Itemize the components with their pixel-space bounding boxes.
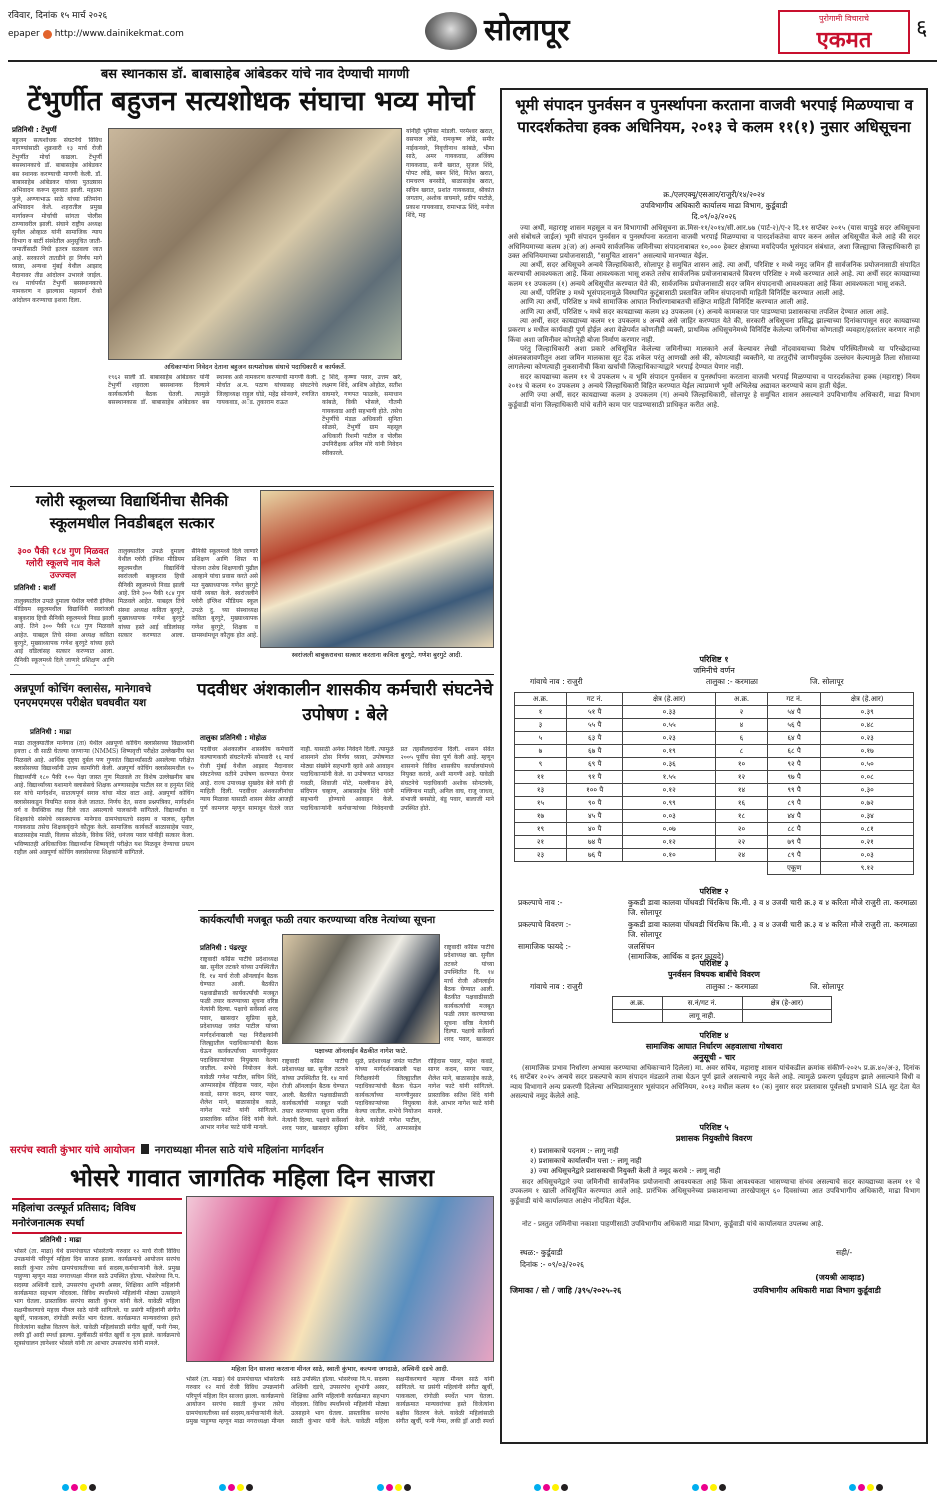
strip-divider	[141, 1144, 149, 1154]
sched5-sub: प्रशासक नियुक्तीचे विवरण	[675, 1134, 753, 1143]
notice-para-1: ज्या अर्थी, महाराष्ट्र शासन महसूल व वन विभागाची अधिसूचना क्र.मिस-११/२०१४/सी.आर.७७ (पार्ट-२)/ए-२ दि.११ सप्टेंबर २०१५ (यास यापुढे सदर अधिसूचना असे संबोधले जाईल) भूमी संपादन पुनर्वसन व पुनर्स्थापना करताना वाजवी भरपाई मिळण्याचा व पारदर्शकतेचा वापर करुन असेल अधिसूचीत केले आहे की सदर अधिनियमाच्या कलम ३(ज) अ) अन्वये सार्वजनिक जमिनीच्या संपादनाबाबत १०,००० हेक्टर क्षेत्राच्या मर्यादेपर्यंत भूसंपादन संबंधात, अशा जिल्ह्याचा जिल्हाधिकारी हा उक्त अधिनियमाच्या प्रयोजनासाठी, "समुचित शासन" असल्याचे मानण्यात येईल.	[508, 224, 920, 260]
color-swatch	[219, 1484, 226, 1491]
land-table-cell: ९१ पै	[566, 771, 622, 784]
s2-value-3: जलसिंचन	[628, 942, 655, 951]
land-table-cell: ०.४८	[821, 719, 914, 732]
land-table	[514, 692, 914, 875]
story6-caption: महिला दिन साजरा करताना मीनल साठे, स्वाती कुंभार, कल्पना जगदाळे, अश्विनी दडचे आदी.	[231, 1365, 449, 1373]
land-table-row	[515, 849, 914, 862]
sched4-title: परिशिष्ट ४	[699, 1031, 729, 1040]
s2-value-2: कुकडी डावा कालवा पोंधवडी चिंरकिच कि.मी. ३ व ४ उजवी चारी क्र.३ व ४ करिता मौजे राजुरी ता. करमाळा जि. सोलापूर	[628, 920, 918, 939]
story1-headline: टेंभुर्णीत बहुजन सत्यशोधक संघाचा भव्य मोर्चा	[27, 86, 475, 117]
land-table-row	[515, 719, 914, 732]
land-table-cell: ०.१९	[623, 745, 716, 758]
sched1-taluka: तालुका :- करमाळा	[706, 677, 758, 686]
col-header: अ.क्र.	[515, 693, 567, 706]
col-header: क्षेत्र (हे.आर)	[821, 693, 914, 706]
land-table-cell: ०.७२	[821, 797, 914, 810]
story5-body-right: राष्ट्रवादी काँग्रेस पार्टीचे प्रदेशाध्यक्ष खा. सुनील तटकरे यांच्या उपस्थितीत दि. १४ मार्च रोजी ऑनलाईन बैठक घेण्यात आली. बैठकीत पक्षवाढीसाठी कार्यकर्त्यांची मजबूत फळी तयार करण्याच्या सूचना वरिष्ठ नेत्यांनी दिल्या. पक्षाचे सर्वेसर्वा शरद पवार, खासदार	[444, 944, 494, 1044]
land-table-cell: ४	[716, 719, 768, 732]
color-swatch	[404, 1484, 411, 1491]
color-swatch	[543, 1484, 550, 1491]
strip-bar	[10, 1140, 494, 1158]
story6-subhead: महिलांचा उत्स्फूर्त प्रतिसाद; विविध मनोरंजनात्मक स्पर्धा	[12, 1198, 182, 1234]
sched4-sub: सामाजिक आघात निर्धारण अहवालाचा गोषवारा	[645, 1042, 783, 1051]
story6-byline: प्रतिनिधी : माढा	[40, 1236, 82, 1244]
land-table-cell: १५	[515, 797, 567, 810]
brand-logo: एकमत	[816, 28, 872, 53]
land-table-cell: ०.०३	[623, 810, 716, 823]
story6-photo	[186, 1196, 494, 1362]
date-line: रविवार, दिनांक १५ मार्च २०२६	[8, 11, 108, 21]
story4-headline: पदवीधर अंशकालीन शासकीय कर्मचारी संघटनेचे उपोषण : बेले	[197, 680, 493, 725]
total-label: एकूण	[767, 862, 820, 875]
s2-label-1: प्रकल्पाचे नाव :-	[518, 898, 563, 907]
color-swatch	[876, 1484, 883, 1491]
land-table-cell: ०.२१	[821, 836, 914, 849]
color-swatch	[849, 1484, 856, 1491]
epaper-url: http://www.dainikekmat.com	[54, 29, 184, 39]
city-logo-icon	[425, 12, 477, 50]
land-table-cell: ३	[515, 719, 567, 732]
color-swatch	[89, 1484, 96, 1491]
color-swatch	[719, 1484, 726, 1491]
land-table-cell: ९२ पै	[767, 758, 820, 771]
land-table-cell: ०.२३	[821, 732, 914, 745]
story5-byline: प्रतिनिधी : पंढरपूर	[200, 944, 247, 952]
color-swatch	[80, 1484, 87, 1491]
color-swatch-group	[61, 1476, 97, 1495]
land-table-cell: ०.३९	[821, 706, 914, 719]
sched3-taluka: तालुका :- करमाळा	[706, 982, 758, 991]
land-table-cell: ०.३३	[623, 706, 716, 719]
land-table-cell: ८८ पै	[767, 823, 820, 836]
land-table-header	[515, 693, 914, 706]
story5-headline: कार्यकर्त्यांची मजबूत फळी तयार करण्याच्या वरिष्ठ नेत्यांच्या सूचना	[200, 915, 436, 926]
notice-para-2: त्या अर्थी, सदर अधिसूचने अन्वये जिल्हाधिकारी, सोलापूर हे समुचित शासन आहे. त्या अर्थी, परिशिष्ट १ मध्ये नमूद जमिन ही सार्वजनिक प्रयोजनासाठी संपादित करण्याची आवश्यकता आहे. किंवा आवश्यकता भासू शकते तसेच सार्वजनिक प्रयोजनाबाबतचे विवरण परिशिष्ट २ मध्ये करण्यात आले आहे. त्या अर्थी सदर कायद्याच्या कलम ११ उपकलम (१) अन्वये अधिसूचीत करण्यात येते की, सार्वजनिक प्रयोजनासाठी सदर जमिन संपादनाची आवश्यकता आहे किंवा आवश्यकता भासू शकते.	[508, 261, 920, 288]
land-table-cell: ४४ पै	[767, 810, 820, 823]
color-swatch	[377, 1484, 384, 1491]
story2-subhead: ३०० पैकी १८४ गुण मिळवत ग्लोरी स्कूलचे नाव केले उज्ज्वल	[17, 547, 109, 581]
s3-row: लागू नाही.	[662, 1010, 742, 1023]
land-table-row	[515, 784, 914, 797]
notice-para-7: परंतु जिल्हाधिकारी अशा प्रकारे अधिसूचित केलेल्या जमिनीच्या मालकाने अर्ज केल्यावर लेखी नोंदवावयाच्या विशेष परिस्थितीमध्ये या परिच्छेदाच्या अंमलबजावणीतून अशा जमिन मालकास सूट देऊ शकेल परंतु आणखी असे की, कोणत्याही व्यक्तीने, या तरतुदींचे जाणीवपूर्वक उल्लंघन केल्यामुळे तिला सोसाव्या लागलेल्या कोणत्याही नुकसानीची किंवा खर्चाची जिल्हाधिकाऱ्याद्वारे भरपाई देण्यात येणार नाही.	[508, 344, 920, 372]
story2-body-lower: तालुक्यातील उपळे दुमाला येथील ग्लोरी इंग्लिश मीडियम स्कूलमधील विद्यार्थिनी स्वरांजली बाबुकराव हिची सैनिकी स्कूलमध्ये निवड झाली आहे. तिने ३०० पैकी १८४ गुण मिळवले आहेत. याबद्दल तिचे संस्था अध्यक्ष कविता बुरगुटे, मुख्याध्यापक गणेश बुरगुटे यांच्या हस्ते आई वडिलांसह सत्कार करण्यात आला. सैनिकी स्कूलमध्ये दिले जाणारे प्रशिक्षण आणि	[14, 598, 114, 664]
land-table-row	[515, 836, 914, 849]
land-table-cell: ६९ पै	[566, 758, 622, 771]
land-table-cell: ०.१७	[821, 745, 914, 758]
story2-body: तालुक्यातील उपळे दुमाला येथील ग्लोरी इंग्लिश मीडियम स्कूलमधील विद्यार्थिनी स्वरांजली बाबुकराव हिची सैनिकी स्कूलमध्ये निवड झाली आहे. तिने ३०० पैकी १८४ गुण मिळवले आहेत. याबद्दल तिचे संस्था अध्यक्ष कविता बुरगुटे, मुख्याध्यापक गणेश बुरगुटे यांच्या हस्ते आई वडिलांसह सत्कार करण्यात आला. सैनिकी स्कूलमध्ये दिले जाणारे प्रशिक्षण आणि शिस्त या योजना तसेच शिक्षणाची पुढील आव्हाने यांचा प्रवास करते असे मत मुख्याध्यापक गणेश बुरगुटे यांनी व्यक्त केले. स्वरांजलीने ग्लोरी इंग्लिश मीडियम स्कूल उपळे दु. च्या संस्थाध्यक्ष कविता बुरगुटे, मुख्याध्यापक गणेश बुरगुटे, शिक्षक व ग्रामस्थांमधून कौतुक होत आहे.	[118, 548, 258, 640]
land-table-cell: ९९ पै	[767, 784, 820, 797]
brand-box	[778, 10, 910, 54]
epaper-link[interactable]	[8, 29, 184, 39]
story1-photo	[108, 128, 402, 360]
land-table-cell: २०	[716, 823, 768, 836]
page-number: ६	[916, 16, 928, 41]
notice-dio-ref: जिमाका / सो / जाहि /३९५/२०२५-२६	[510, 1286, 622, 1295]
land-table-cell: १९	[515, 823, 567, 836]
sched2-title: परिशिष्ट २	[699, 887, 729, 896]
color-swatch-group	[218, 1476, 254, 1495]
color-swatch-group	[848, 1476, 884, 1495]
land-table-cell: १३	[515, 784, 567, 797]
story1-caption: अधिकाऱ्यांना निवेदन देताना बहुजन सत्यशोधक संघाचे पदाधिकारी व कार्यकर्ते.	[164, 363, 346, 371]
col-header: अ.क्र.	[716, 693, 768, 706]
land-table-cell: ७६ पै	[566, 849, 622, 862]
color-swatch-group	[376, 1476, 412, 1495]
notice-designation: उपविभागीय अधिकारी माढा विभाग कुर्डूवाडी	[753, 1286, 881, 1295]
color-swatch	[386, 1484, 393, 1491]
color-swatch	[62, 1484, 69, 1491]
story2-caption: स्वरांजली बाबुकरावचा सत्कार करताना कविता बुरगुटे, गणेश बुरगुटे आदी.	[291, 651, 463, 659]
land-table-cell: ११	[515, 771, 567, 784]
color-swatch	[395, 1484, 402, 1491]
land-table-cell: ८	[716, 745, 768, 758]
color-swatch	[701, 1484, 708, 1491]
story1-body-right: यांनीही भूमिका मांडली. परमेश्वर खरात, वसपाल लोंढे, रामकृष्ण लोंढे, समीर नाईकनवरे, निवृत्तीनाथ कांबळे, भीमा साठे, अमर गायकवाड, अजिंक्य गायकवाड, सनी खरात, सुजल शिंदे, पोपट लोंढे, बबन शिंदे, नितेश खरात, रामचरण बनसोडे, बाळासाहेब खरात, सचिन खरात, प्रशांत गायकवाड, श्रीकांत जगताप, अशोक वाघमारे, प्रदीप पाटोळे, प्रकाश गायकवाड, रामाभाऊ शिंदे, मनोज शिंदे, मह	[406, 128, 494, 220]
story6-body: भोसरे (ता. माढा) येथे ग्रामपंचायत भोसरेतर्फे गरुवार १२ मार्च रोजी विविध उपक्रमांनी परिपूर्ण महिला दिन साजरा झाला. कार्यक्रमाचे आयोजन सरपंच स्वाती कुंभार तसेच ग्रामपंचायतीच्या सर्व सदस्य,कर्मचाऱ्यांनी केले. प्रमुख पाहुण्या म्हणून माढा नगराध्यक्षा मीनल साठे उपस्थित होत्या. भोसरेच्या नि.प. सदस्या अश्विनी दडचे, उपसरपंच शुभांगी अस्वर, शिक्षिका आणि महिलांनी कार्यक्रमात सहभाग नोंदवला. विविध स्पर्धांमध्ये महिलांनी मोठ्या उत्साहाने भाग घेतला. प्रास्ताविक सरपंच स्वाती कुंभार यांनी केले. यावेळी महिला सक्षमीकरणाचे महत्त्व मीनल साठे यांनी सांगितले. या प्रसंगी महिलांनी संगीत खुर्ची, पाककला, रांगोळी स्पर्धेत भाग घेतला. कार्यक्रमात मान्यवरांच्या हस्ते विजेत्यांना बक्षीस वितरण केले. यावेळी महिलांसाठी संगीत खुर्ची, फनी गेम्स, लकी ड्रॉ आदी स्पर्धा झाल्या. मुलींसाठी संगीत खुर्ची व नृत्य झाले. कार्यक्रमाचे सूत्रसंचालन ज्ञानेश्वर भोसले यांनी तर आभार उपसरपंच यांनी मानले.	[14, 1248, 180, 1348]
s2-value-3b: (सामाजिक, आर्थिक व इतर फायदे)	[628, 952, 724, 961]
story2-photo	[260, 490, 494, 648]
land-table-row	[515, 823, 914, 836]
land-table-cell: १६	[716, 797, 768, 810]
color-swatch	[867, 1484, 874, 1491]
land-table-cell: ५५ पै	[566, 719, 622, 732]
s2-label-2: प्रकल्पाचे विवरण :-	[518, 920, 571, 929]
sched5-body: सदर अधिसूचनेद्वारे ज्या जमिनीची सार्वजनिक प्रयोजनाची आवश्यकता आहे किंवा आवश्यकता भासण्याचा संभव असल्याचे सदर कायद्याच्या कलम ११ चे उपकलम १ खाली अधिसूचित करण्यात आले आहे. प्रारंभिक अधिसूचनेच्या प्रकाशनाच्या तारखेपासून ६० दिवसांच्या आत उपविभागीय अधिकारी, माढा विभाग कुर्डूवाडी यांचे कार्यालयात आक्षेप नोंदविता येईल.	[510, 1178, 920, 1205]
land-table-row	[515, 758, 914, 771]
city-name: सोलापूर	[484, 13, 570, 48]
sched4-sub2: अनुसूची - चार	[692, 1053, 736, 1062]
story3-headline: अन्नपूर्णा कोचिंग क्लासेस, मानेगावचे एनएमएमएस परीक्षेत घवघवीत यश	[14, 683, 152, 709]
land-table-cell: ७९ पै	[767, 836, 820, 849]
land-table-cell: ४० पै	[566, 823, 622, 836]
header-rule	[8, 60, 937, 62]
story5-body: राष्ट्रवादी काँग्रेस पार्टीचे प्रदेशाध्यक्ष खा. सुनील तटकरे यांच्या उपस्थितीत दि. १४ मार्च रोजी ऑनलाईन बैठक घेण्यात आली. बैठकीत पक्षवाढीसाठी कार्यकर्त्यांची मजबूत फळी तयार करण्याच्या सूचना वरिष्ठ नेत्यांनी दिल्या. पक्षाचे सर्वेसर्वा शरद पवार, खासदार सुप्रिया सुळे, प्रदेशाध्यक्ष जयंत पाटील यांच्या मार्गदर्शनाखाली पक्ष निरीक्षकांनी जिल्ह्यातील पदाधिकाऱ्यांची बैठक घेऊन कार्यकर्त्यांच्या मागणीनुसार पदाधिकाऱ्यांच्या नियुक्त्या केल्या जातील. सभेचे नियोजन केले. यावेळी गणेश पाटील, सचिन शिंदे, आप्पासाहेब रोहिदास पवार, महेश कवडे, सागर कदम, सागर पवार, शैलेश माने, बाळासाहेब काळे, नागेश फाटे यांनी सांगितले. प्रास्ताविक सतिश शिंदे यांनी केले. आभार नागेश फाटे यांनी मानले.	[200, 956, 278, 1132]
land-table-cell: ०.१२	[623, 836, 716, 849]
globe-icon	[43, 30, 52, 39]
land-table-cell: ८९ पै	[767, 849, 820, 862]
story3-body: माढा तालुक्यातील मानेगाव (ता) येथील अन्नपूर्णा कोचिंग क्लासेसच्या विद्यार्थ्यांनी इयत्ता ८ वी साठी घेतल्या जाणाऱ्या (NMMS) शिष्यवृत्ती परीक्षेत उल्लेखनीय यश मिळवले आहे. आर्थिक दृष्ट्या दुर्बल पण गुणवंत विद्यार्थ्यांसाठी असलेल्या परीक्षेत क्लासेसच्या विद्यार्थ्यांनी उत्तम कामगिरी केली. अन्नपूर्णा कोचिंग क्लासेसमधील १० विद्यार्थ्यांनी १८० पैकी १०० पेक्षा जास्त गुण मिळवले तर विशेष उल्लेखनीय बाब आहे. विद्यार्थ्यांच्या यशामागे क्लासेसचे शिक्षक अण्णासाहेब पाटील सर व हनुमंत शिंदे सर यांचे मार्गदर्शन, सातत्यपूर्ण सराव यांचा मोठा वाटा आहे. अन्नपूर्णा कोचिंग क्लासेसकडून नियमित सराव केले जातात. निर्णय देत, सराव प्रश्नपत्रिका, मार्गदर्शन वर्ग व वैयक्तिक लक्ष दिले जात असल्याचे पालकांनी सांगितले. विद्यार्थ्यांचा व शिक्षकांचे संस्थेचे व्यवस्थापक मानेगाव ग्रामपंचायतचे सदस्य व पालक, सुनील गायकवाड तसेच शिक्षकवृंदाने कौतुक केले. सामाजिक कार्यकर्ते बाळासाहेब पवार, बाळासाहेब माळी, विलास सोळंके, विवेक शिंदे, धनंजय पवार यांनीही सत्कार केला. भविष्यातही अधिकाधिक विद्यार्थ्यांना शिष्यवृत्ती परीक्षेत यश मिळवून देण्याचा प्रयत्न राहील असे अन्नपूर्णा कोचिंग क्लासेसच्या शिक्षकांनी सांगितले.	[14, 740, 194, 857]
land-table-cell: ७	[515, 745, 567, 758]
s3-col-header: अ.क्र.	[613, 997, 663, 1010]
notice-para-9: आणि ज्या अर्थी, सदर कायद्याच्या कलम ३ उपकलम (ग) अन्वये जिल्हाधिकारी, सोलापूर हे समुचित शासन असल्याने उपविभागीय अधिकारी, माढा विभाग कुर्डूवाडी यांना जिल्हाधिकारी यांचे वतीने काम पार पाडण्यासाठी प्राधिकृत करीत आहे.	[508, 391, 920, 409]
land-table-cell: १८	[716, 810, 768, 823]
sched3-title: परिशिष्ट ३	[699, 959, 729, 968]
notice-para-3: त्या अर्थी, परिशिष्ट ३ मध्ये भूसंपादनामुळे विस्थापित कुटूंबासाठी प्रस्तावित जमिन संपादनाची माहिती विनिर्दिष्ट करण्यात आली आहे.	[520, 289, 845, 298]
land-table-cell: ५१ पै	[566, 706, 622, 719]
s5-item-3: ३) ज्या अधिसूचनेद्वारे प्रशासकाची नियुक्ती केली ते नमूद करावे :- लागू नाही	[530, 1167, 721, 1175]
land-table-cell: १०० पै	[566, 784, 622, 797]
story3-byline: प्रतिनिधी : माढा	[30, 728, 72, 736]
sched1-village: गांवाचे नाव : राजुरी	[530, 677, 583, 686]
sched4-body: (सामाजिक प्रभाव निर्धारण अभ्यास करण्याचा अधिकाऱ्याने दिलेला) मा. अवर सचिव, महाराष्ट्र शासन यांचेकडील क्रमांक संकीर्ण-२०२५ प्र.क्र.४०/अ-३, दिनांक १६ सप्टेंबर २०२५ अन्वये सदर प्रकल्पाचे काम संपादन मंडळाने ताबा घेऊन पूर्ण झाले असल्याचे नमूद केले आहे. त्यामुळे प्रकरण पूर्वग्रहण झाले असल्याने विधी व न्याय विभागाने अन्य प्रकरणी दिलेल्या अभिप्रायानुसार भूसंपादन अधिनियम, २०१३ मधील कलम १० (क) नुसार सदर प्रस्तावास पूर्वलक्षी प्रभावाने SIA सूट देता येत असल्याचे नमूद केलेले आहे.	[510, 1064, 920, 1100]
land-table-cell: ०.५०	[821, 758, 914, 771]
land-table-cell: १४	[716, 784, 768, 797]
story6-headline: भोसरे गावात जागतिक महिला दिन साजरा	[69, 1164, 435, 1192]
color-swatch	[246, 1484, 253, 1491]
color-swatch	[710, 1484, 717, 1491]
land-table-cell: ०.८१	[821, 823, 914, 836]
sched3-village: गांवाचे नाव : राजुरी	[530, 982, 583, 991]
sched5-items	[530, 1146, 920, 1176]
land-table-cell: ७४ पै	[566, 836, 622, 849]
notice-date-line: दिनांक :- ०९/०३/२०२६	[520, 1260, 585, 1269]
s3-col-header: क्षेत्र (हे-आर)	[742, 997, 831, 1010]
land-table-cell: १	[515, 706, 567, 719]
s5-item-1: १) प्रशासकाचे पदनाम :- लागू नाही	[530, 1147, 619, 1155]
land-table-cell: ९७ पै	[767, 771, 820, 784]
land-table-cell: ६७ पै	[566, 745, 622, 758]
land-table-cell: ६	[716, 732, 768, 745]
col-header: गट नं.	[767, 693, 820, 706]
s2-value-1: कुकडी डावा कालवा पोंधवडी चिंरकिच कि.मी. ३ व ४ उजवी चारी क्र.३ व ४ करिता मौजे राजुरी ता. करमाळा जि. सोलापूर	[628, 898, 918, 917]
land-table-cell: १.५५	[623, 771, 716, 784]
land-table-cell: ८९ पै	[767, 797, 820, 810]
notice-para-5: आणि त्या अर्थी, परिशिष्ट ५ मध्ये सदर कायद्याच्या कलम ४३ उपकलम (१) अन्वये कामकाज पार पाडण्याचा प्रशासकाचा तपशिल देण्यात आला आहे.	[520, 307, 889, 316]
sched1-title: परिशिष्ट १	[699, 655, 729, 664]
color-swatch	[858, 1484, 865, 1491]
land-table-cell: १२	[716, 771, 768, 784]
story1-kicker: बस स्थानकास डॉ. बाबासाहेब आंबेडकर यांचे नाव देण्याची मागणी	[100, 67, 410, 82]
story5-body-lower: राष्ट्रवादी काँग्रेस पार्टीचे प्रदेशाध्यक्ष खा. सुनील तटकरे यांच्या उपस्थितीत दि. १४ मार्च रोजी ऑनलाईन बैठक घेण्यात आली. बैठकीत पक्षवाढीसाठी कार्यकर्त्यांची मजबूत फळी तयार करण्याच्या सूचना वरिष्ठ नेत्यांनी दिल्या. पक्षाचे सर्वेसर्वा शरद पवार, खासदार सुप्रिया सुळे, प्रदेशाध्यक्ष जयंत पाटील यांच्या मार्गदर्शनाखाली पक्ष निरीक्षकांनी जिल्ह्यातील पदाधिकाऱ्यांची बैठक घेऊन कार्यकर्त्यांच्या मागणीनुसार पदाधिकाऱ्यांच्या नियुक्त्या केल्या जातील. सभेचे नियोजन केले. यावेळी गणेश पाटील, सचिन शिंदे, आप्पासाहेब रोहिदास पवार, महेश कवडे, सागर कदम, सागर पवार, शैलेश माने, बाळासाहेब काळे, नागेश फाटे यांनी सांगितले. प्रास्ताविक सतिश शिंदे यांनी केले. आभार नागेश फाटे यांनी मानले.	[282, 1058, 494, 1133]
sched3-district: जि. सोलापूर	[810, 982, 844, 991]
land-table-cell: ०.०७	[623, 823, 716, 836]
notice-date: दि.०९/०३/२०२६	[691, 212, 737, 221]
land-table-cell: ०.०८	[821, 771, 914, 784]
land-table-cell: ४५ पै	[566, 810, 622, 823]
land-table-cell: ०.३४	[821, 810, 914, 823]
color-swatch	[228, 1484, 235, 1491]
strip-text-1: सरपंच स्वाती कुंभार यांचे आयोजन	[10, 1145, 135, 1156]
land-table-row	[515, 732, 914, 745]
rule-1	[10, 486, 494, 487]
land-table-cell: ९	[515, 758, 567, 771]
story1-body-left: बहुजन सत्यशोधक संघटनेचे विविध मागण्यांसाठी शुक्रवारी १३ मार्च रोजी टेंभुर्णीत मोर्चा काढला. टेंभुर्णी बसस्थानकाचे डॉ. बाबासाहेब आंबेडकर बस स्थानक करण्याची मागणी केली. डॉ. बाबासाहेब आंबेडकर यांच्या पुतळ्यास अभिवादन करून सुरुवात झाली. महात्मा फुले, अण्णाभाऊ साठे यांच्या प्रतिमांना अभिवादन केले. शहरातील प्रमुख मार्गावरून मोर्चाची सांगता पोलीस ठाण्यावरील झाली. संघाने राष्ट्रीय अध्यक्ष सुनील ओव्हाळ यांनी सामाजिक न्याय विभाग व बार्टी संस्थेतील अनुसूचित जाती-जमातींसाठी निधी इतरत्र वळवला जात आहे. सरकारने तातडीने हा निर्णय मागे घ्यावा, अन्यथा मुंबई येथील आझाद मैदानावर तीव्र आंदोलन उभारले जाईल. १४ मार्चपर्यंत टेंभुर्णी बसस्थानकाचे नामकरण न झाल्यास महामार्ग रोको आंदोलन करण्याचा इशारा दिला.	[12, 137, 102, 304]
story2-byline: प्रतिनिधी : बार्शी	[14, 584, 56, 592]
land-table-row	[515, 771, 914, 784]
notice-title: भूमी संपादन पुनर्वसन व पुनर्स्थापना करताना वाजवी भरपाई मिळण्याचा व पारदर्शकतेचा हक्क अधिनियम, २०१३ चे कलम ११(१) नुसार अधिसूचना	[515, 96, 913, 136]
color-swatch	[552, 1484, 559, 1491]
notice-para-4: आणि त्या अर्थी, परिशिष्ट ४ मध्ये सामाजिक आघात निर्धारणाबाबतची संक्षिप्त माहिती विनिर्दिष्ट करण्यात आली आहे.	[520, 298, 809, 307]
land-table-cell: २३	[515, 849, 567, 862]
story4-body: पदवीधर अंशकालीन शासकीय कर्मचारी कल्याणकारी संघटनेतर्फे सोमवारी १६ मार्च रोजी मुंबई येथील आझाद मैदानावर संघटनेच्या वतीने उपोषण करण्यात येणार आहे. राज्य उपाध्यक्ष सुखदेव बेले यांनी ही माहिती दिली. पदवीधर अंशकालीनांचा न्याय मिळावा यासाठी शासन सेवेत आजही पूर्ण कामगार म्हणून सामावून घेतले जात नाही. यासाठी अनेक निवेदने दिली. त्यामुळे शासनाने ठोस निर्णय घ्यावा, उपोषणात मोठ्या संख्येने सहभागी व्हावे असे आवाहन पदाधिकाऱ्यांनी केले. या उपोषणात भागवत गवळी, शिवाजी मोटे, मल्लीनाथ ढेपे, संदिपान चव्हाण, आबासाहेब शिंदे यांनी सहभागी होण्याचे आवाहन केले. पदाधिकाऱ्यांनी कर्मचाऱ्यांच्या निवेदनाची प्रत तहसीलदारांना दिली. शासन सेवेत २००५ पूर्वीच सेवा पूर्ण केली आहे. म्हणून शासनाने विविध शासकीय कार्यालयांमध्ये नियुक्त करावे, अशी मागणी आहे. यावेळी संघटनेचे पदाधिकारी अशोक सोनटक्के, मल्लिनाथ माळी, अनिल वाघ, राजू जाधव, संभाजी बनसोडे, बंडू पवार, बालाजी माने उपस्थित होते.	[200, 746, 494, 812]
story4-byline: तालुका प्रतिनिधी : मोहोळ	[200, 734, 267, 742]
strip-text-2: नगराध्यक्षा मीनल साठे यांचे महिलांना मार्गदर्शन	[154, 1145, 324, 1156]
s2-label-3: सामाजिक फायदे :-	[518, 942, 571, 951]
notice-signatory: (जयश्री आव्हाड)	[815, 1273, 865, 1282]
land-table-row	[515, 797, 914, 810]
sched5-title: परिशिष्ट ५	[699, 1123, 729, 1132]
notice-office: उपविभागीय अधिकारी कार्यालय माढा विभाग, कुर्डूवाडी	[640, 201, 788, 210]
land-table-cell: ०.५५	[623, 719, 716, 732]
notice-para-8: सदर कायद्याच्या कलम ११ चे उपकलम ५ व भूमि संपादन पुनर्वसन व पुनर्स्थापना करताना वाजवी भरपाई मिळण्याचा व पारदर्शकतेचा हक्क (महाराष्ट्र) नियम २०१४ चे कलम १० उपकलम ३ अन्वये जिल्हाधिकारी विहित करण्यात येईल त्याप्रमाणे भूमी अभिलेख अद्यावत करण्याचे काम हाती घेईल.	[508, 372, 920, 391]
rule-3	[198, 910, 494, 911]
color-swatch	[561, 1484, 568, 1491]
story1-body-mid: १९६२ साली डॉ. बाबासाहेब आंबेडकर यांनी टेंभुर्णी शहराला बसस्थानक दिल्याने कार्यकर्त्यांनी बैठक घेतली. त्यामुळे बसस्थानकास डॉ. बाबासाहेब आंबेडकर बस स्थानक असे नामकरण करण्याची मागणी केली. मोर्चात अ.म. पठाण यांच्यासह संघटनेचे जिल्हाध्यक्ष राहुल घोडे, महेंद्र सोनवणे, रणजित गायकवाड, अॅड. तुकाराम राऊत	[108, 374, 318, 407]
land-table-cell: ६३ पै	[566, 732, 622, 745]
story1-byline: प्रतिनिधी : टेंभुर्णी	[12, 126, 57, 134]
land-table-row	[515, 706, 914, 719]
color-swatch	[534, 1484, 541, 1491]
land-table-total	[515, 862, 914, 875]
land-table-cell: ५६ पै	[767, 719, 820, 732]
land-table-cell: २	[716, 706, 768, 719]
land-table-cell: ५४ पै	[767, 706, 820, 719]
story5-caption: पक्षाच्या ऑनलाईन बैठकीत नागेश फाटे.	[314, 1047, 408, 1055]
notice-note: नोट - प्रस्तुत जमिनीचा नकाशा पाहणीसाठी उपविभागीय अधिकारी माढा विभाग, कुर्डूवाडी यांचे कार्यालयात उपलब्ध आहे.	[522, 1220, 824, 1228]
land-table-cell: ६४ पै	[767, 732, 820, 745]
story2-headline: ग्लोरी स्कूलच्या विद्यार्थिनीचा सैनिकी स्कूलमधील निवडीबद्दल सत्कार	[35, 492, 229, 532]
notice-ref: क्र./एलएक्यू/एसआर/राजुरी/१४/२०२४	[663, 190, 765, 199]
sched1-district: जि. सोलापूर	[810, 677, 844, 686]
sched3-sub: पुनर्वसन विषयक बाबींचे विवरण	[668, 970, 760, 979]
land-table-row	[515, 810, 914, 823]
notice-para-6: त्या अर्थी, सदर कायद्याच्या कलम ११ उपकलम ४ अन्वये असे जाहिर करण्यात येते की, सरकारी अधिसूचना प्रसिद्ध झाल्याच्या दिनांकापासून सदर कायद्याच्या प्रकरण ४ मधील कार्यवाही पूर्ण होईल अशा वेळेपर्यंत कोणतीही व्यक्ती, प्राथमिक अधिसूचनेमध्ये विनिर्दिष्ट केलेल्या जमिनीचा कोणताही व्यवहार/हस्तांतर करणार नाही किंवा अशा जमिनीवर कोणतेही बोजा निर्माण करणार नाही.	[508, 316, 920, 344]
brand-tagline: पुरोगामी विचाराचे	[819, 14, 869, 23]
s3-col-header: स.नं/गट नं.	[662, 997, 742, 1010]
total-value: ९.१२	[821, 862, 914, 875]
rule-2	[10, 674, 494, 675]
story6-body-lower: भोसरे (ता. माढा) येथे ग्रामपंचायत भोसरेतर्फे गरुवार १२ मार्च रोजी विविध उपक्रमांनी परिपूर्ण महिला दिन साजरा झाला. कार्यक्रमाचे आयोजन सरपंच स्वाती कुंभार तसेच ग्रामपंचायतीच्या सर्व सदस्य,कर्मचाऱ्यांनी केले. प्रमुख पाहुण्या म्हणून माढा नगराध्यक्षा मीनल साठे उपस्थित होत्या. भोसरेच्या नि.प. सदस्या अश्विनी दडचे, उपसरपंच शुभांगी अस्वर, शिक्षिका आणि महिलांनी कार्यक्रमात सहभाग नोंदवला. विविध स्पर्धांमध्ये महिलांनी मोठ्या उत्साहाने भाग घेतला. प्रास्ताविक सरपंच स्वाती कुंभार यांनी केले. यावेळी महिला सक्षमीकरणाचे महत्त्व मीनल साठे यांनी सांगितले. या प्रसंगी महिलांनी संगीत खुर्ची, पाककला, रांगोळी स्पर्धेत भाग घेतला. कार्यक्रमात मान्यवरांच्या हस्ते विजेत्यांना बक्षीस वितरण केले. यावेळी महिलांसाठी संगीत खुर्ची, फनी गेम्स, लकी ड्रॉ आदी स्पर्धा	[186, 1376, 494, 1426]
color-swatch	[692, 1484, 699, 1491]
notice-paras	[508, 224, 920, 652]
sched3-table	[612, 996, 832, 1023]
notice-sign: सही/-	[836, 1248, 853, 1257]
land-table-cell: २१	[515, 836, 567, 849]
land-table-cell: ०.३०	[821, 784, 914, 797]
color-swatch-group	[691, 1476, 727, 1495]
col-header: गट नं.	[566, 693, 622, 706]
color-swatch	[237, 1484, 244, 1491]
sched2-block	[518, 898, 918, 962]
land-table-row	[515, 745, 914, 758]
story5-photo	[282, 934, 440, 1044]
notice-place: स्थळ:- कुर्डूवाडी	[520, 1248, 563, 1257]
land-table-cell: ०.२३	[623, 732, 716, 745]
land-table-cell: १०	[716, 758, 768, 771]
sched1-sub: जमिनीचे वर्णन	[693, 666, 735, 675]
col-header: क्षेत्र (हे.आर)	[623, 693, 716, 706]
land-table-cell: ०.१२	[623, 784, 716, 797]
land-table-cell: ०.९९	[623, 797, 716, 810]
land-table-cell: ०.०३	[821, 849, 914, 862]
land-table-cell: १७	[515, 810, 567, 823]
color-swatch	[71, 1484, 78, 1491]
land-table-cell: ५	[515, 732, 567, 745]
land-table-cell: २२	[716, 836, 768, 849]
epaper-label: epaper	[8, 29, 40, 39]
print-color-bar	[0, 1478, 945, 1492]
land-table-cell: ०.३६	[623, 758, 716, 771]
land-table-cell: ९० पै	[566, 797, 622, 810]
story1-body-mid2: ट्र शिंदे, कृष्णा पवार, उत्तम खरे, लक्ष्मण शिंदे, आशिष ओहोळ, सतीश वाघमारे, गणपत फाळके, समाधान कांबळे, विकी भोसले, गौतमी गायकवाड आदी सहभागी होते. तसेच टेंभुर्णीचे मंडळ अधिकारी सुनिता सोळसे, टेंभुर्णी ग्राम महसूल अधिकारी रिशमी पाटील व पोलीस उपनिरीक्षक अनिल मोरे यांनी निवेदन स्वीकारले.	[322, 374, 402, 457]
land-table-cell: ०.१०	[623, 849, 716, 862]
color-swatch-group	[533, 1476, 569, 1495]
s5-item-2: २) प्रशासकाचे कार्यालयीन पत्ता :- लागू नाही	[530, 1157, 642, 1165]
land-table-cell: २४	[716, 849, 768, 862]
land-table-cell: ६८ पै	[767, 745, 820, 758]
